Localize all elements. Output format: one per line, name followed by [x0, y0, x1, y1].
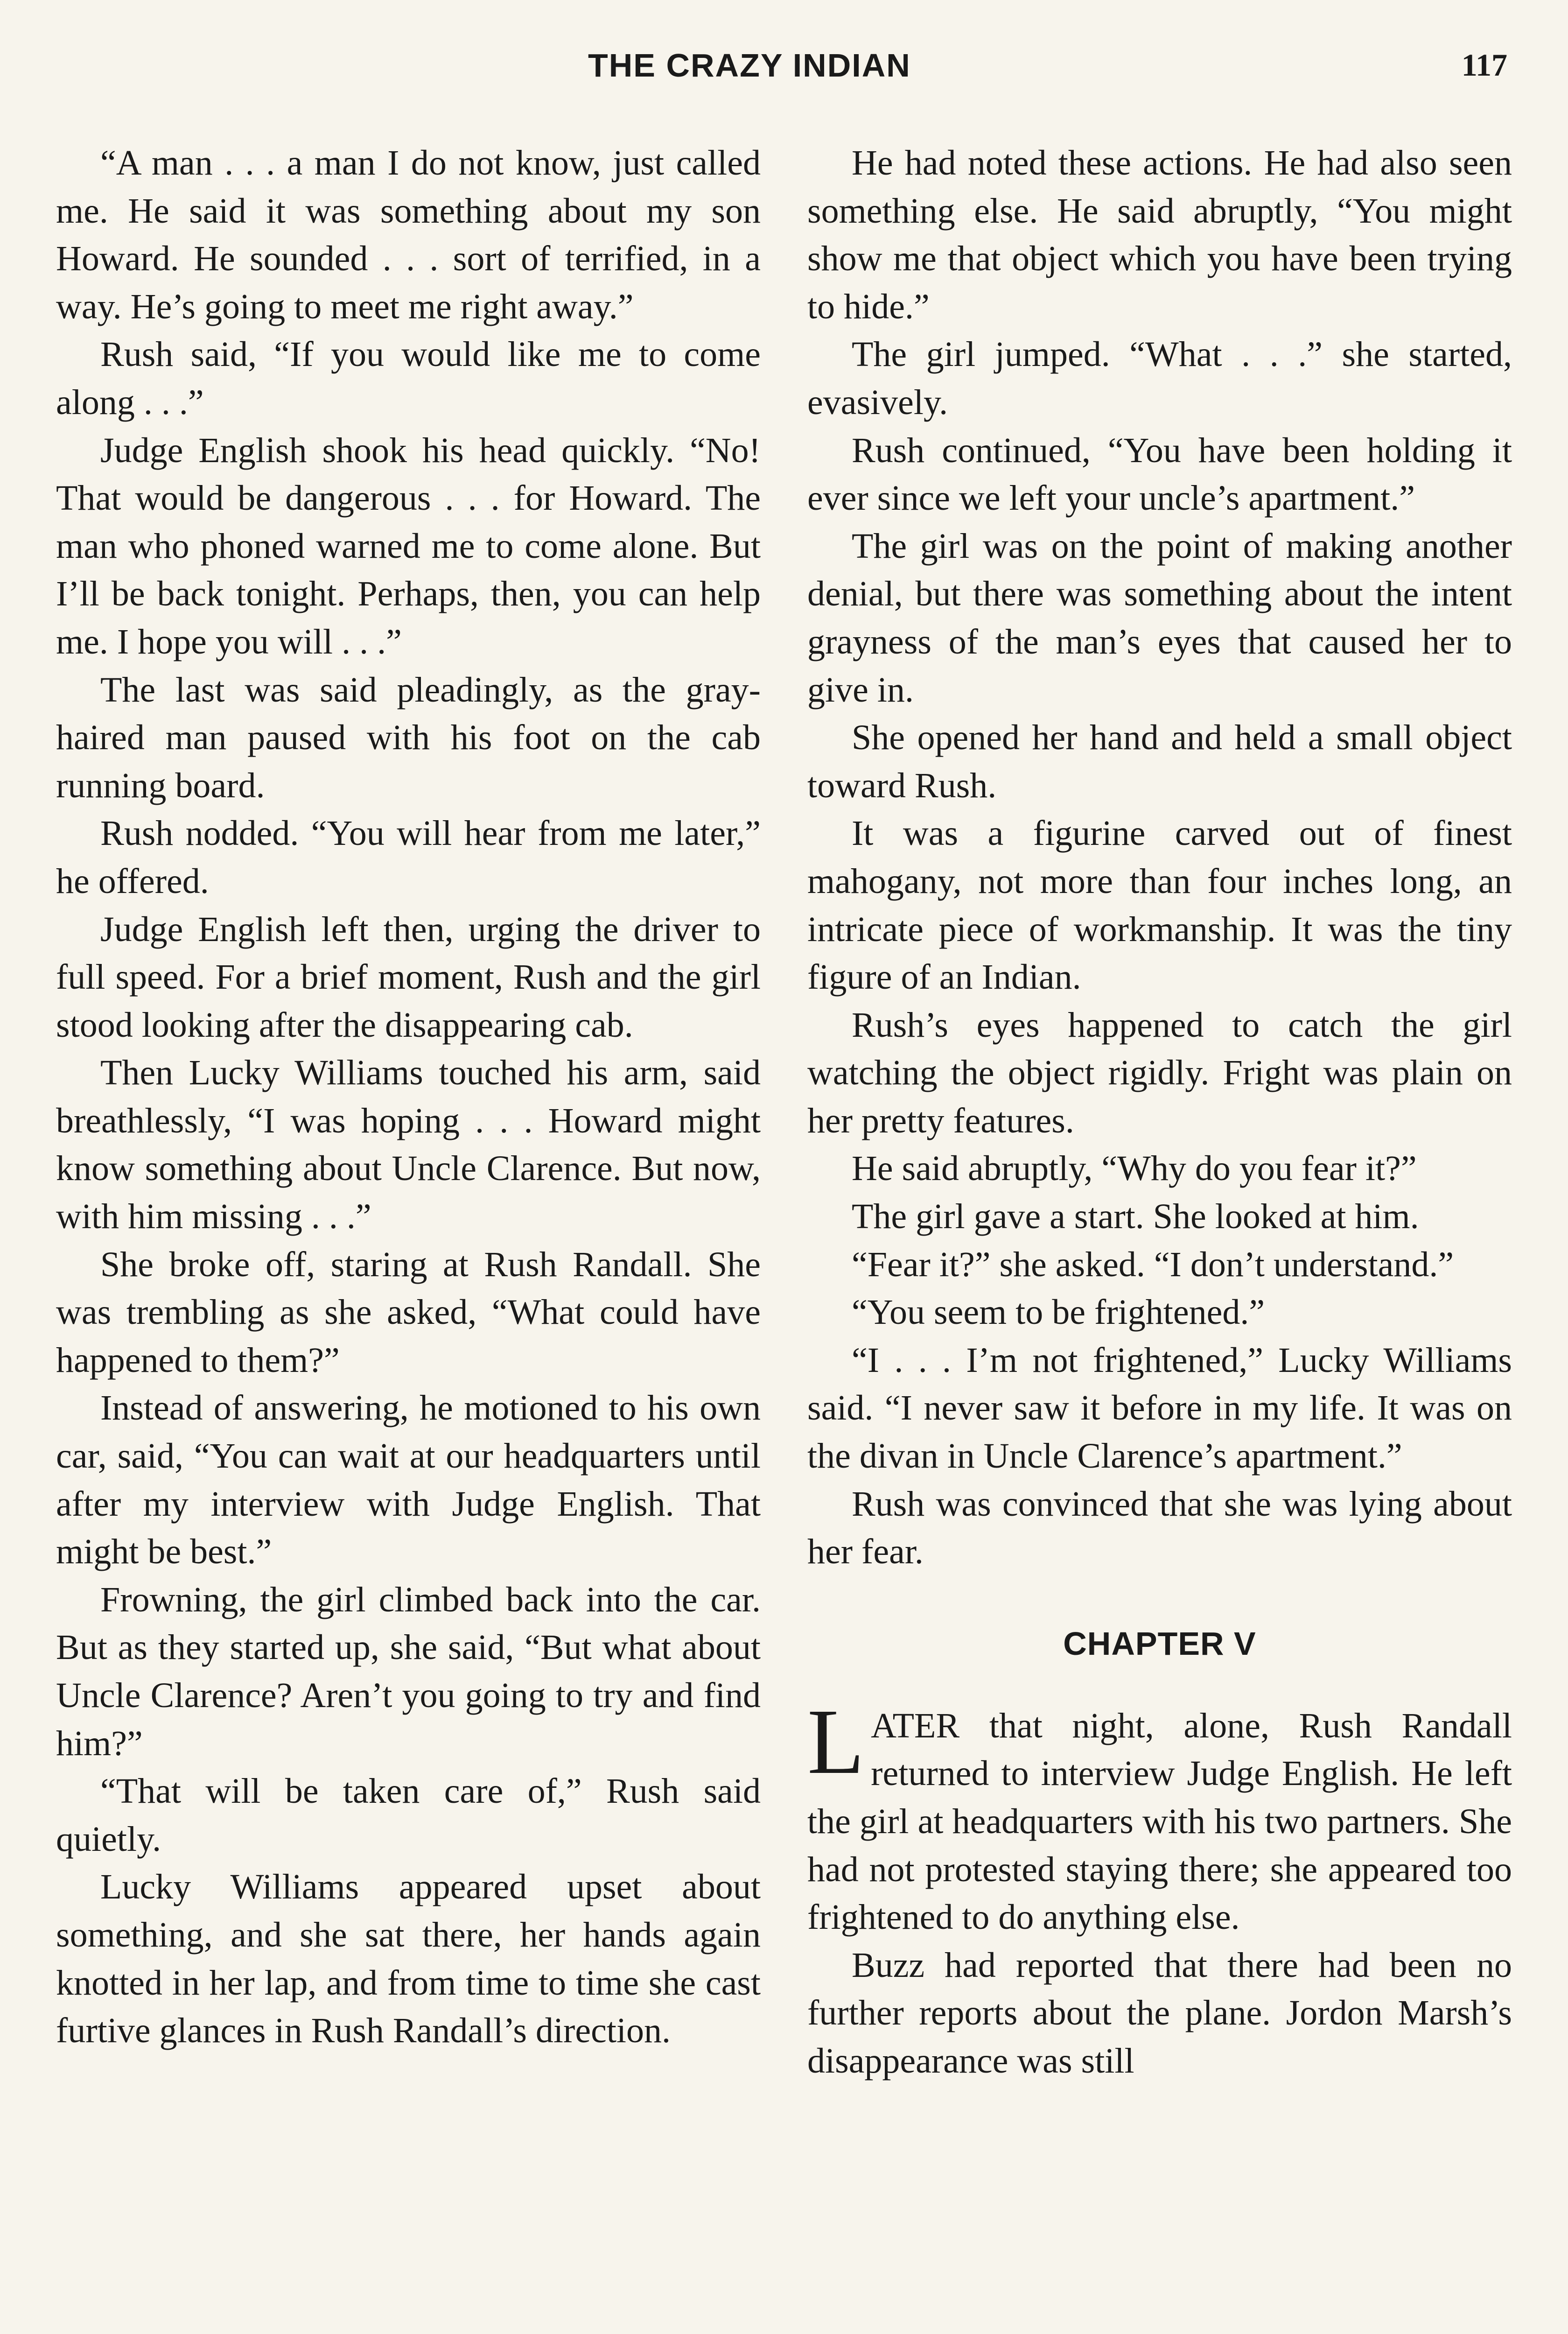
paragraph: Judge English shook his head quickly. “No! That would be dangerous . . . for Howard. The man who phoned warned me to come alone. But I’ll be back tonight. Perhaps, then, you can help me. I hope you will . . .”: [56, 430, 761, 661]
right-column: [807, 139, 1512, 2085]
paragraph: Lucky Williams appeared upset about something, and she sat there, her hands again knotted in her lap, and from time to time she cast furtive glances in Rush Randall’s direction.: [56, 1867, 761, 2051]
left-column: [56, 139, 761, 2055]
chapter-opening-paragraph: [807, 1690, 1512, 1941]
paragraph: Then Lucky Williams touched his arm, said breathlessly, “I was hoping . . . Howard might know something about Uncle Clarence. But now, with him missing . . .”: [56, 1053, 761, 1237]
paragraph: Buzz had reported that there had been no further reports about the plane. Jordon Marsh’s disappearance was still: [807, 1945, 1512, 2081]
drop-cap: L: [807, 1690, 865, 1793]
running-head: THE CRAZY INDIAN: [588, 47, 911, 84]
paragraph: “I . . . I’m not frightened,” Lucky Williams said. “I never saw it before in my life. It was on the divan in Uncle Clarence’s apartment.”: [807, 1340, 1512, 1476]
paragraph: Rush’s eyes happened to catch the girl watching the object rigidly. Fright was plain on her pretty features.: [807, 1005, 1512, 1140]
chapter-heading: CHAPTER V: [1063, 1625, 1256, 1662]
paragraph: She opened her hand and held a small object toward Rush.: [807, 718, 1512, 805]
paragraph: Rush continued, “You have been holding it ever since we left your uncle’s apartment.”: [807, 430, 1512, 518]
paragraph: Rush nodded. “You will hear from me later,” he offered.: [56, 814, 761, 901]
paragraph: “A man . . . a man I do not know, just called me. He said it was something about my son Howard. He sounded . . . sort of terrified, in a way. He’s going to meet me right away.”: [56, 143, 761, 326]
paragraph: The girl was on the point of making another denial, but there was something about the intent grayness of the man’s eyes that caused her to give in.: [807, 526, 1512, 710]
paragraph: She broke off, staring at Rush Randall. She was trembling as she asked, “What could have happened to them?”: [56, 1244, 761, 1380]
paragraph: “That will be taken care of,” Rush said quietly.: [56, 1772, 761, 1859]
paragraph: Instead of answering, he motioned to his own car, said, “You can wait at our headquarters until after my interview with Judge English. That might be best.”: [56, 1388, 761, 1572]
paragraph: “You seem to be frightened.”: [852, 1293, 1265, 1332]
paragraph: The girl gave a start. She looked at him.: [852, 1197, 1419, 1237]
paragraph: Rush was convinced that she was lying about her fear.: [807, 1484, 1512, 1572]
paragraph: Frowning, the girl climbed back into the car. But as they started up, she said, “But what about Uncle Clarence? Aren’t you going to try and find him?”: [56, 1580, 761, 1763]
chapter-opening-text: ATER that night, alone, Rush Randall returned to interview Judge English. He left the girl at headquarters with his two partners. She had not protested staying there; she appeared too frightened to do anything else.: [807, 1706, 1512, 1937]
page-header: [0, 47, 1568, 89]
paragraph: It was a figurine carved out of finest mahogany, not more than four inches long, an intricate piece of workmanship. It was the tiny figure of an Indian.: [807, 814, 1512, 997]
paragraph: Judge English left then, urging the driver to full speed. For a brief moment, Rush and the girl stood looking after the disappearing cab.: [56, 909, 761, 1045]
paragraph: The girl jumped. “What . . .” she started, evasively.: [807, 335, 1512, 422]
paragraph: The last was said pleadingly, as the gray-haired man paused with his foot on the cab running board.: [56, 670, 761, 805]
paragraph: He had noted these actions. He had also seen something else. He said abruptly, “You might show me that object which you have been trying to hide.”: [807, 143, 1512, 326]
paragraph: “Fear it?” she asked. “I don’t understand.”: [852, 1244, 1454, 1284]
paragraph: Rush said, “If you would like me to come along . . .”: [56, 335, 761, 422]
page-number: 117: [1461, 47, 1507, 83]
paragraph: He said abruptly, “Why do you fear it?”: [852, 1149, 1417, 1188]
